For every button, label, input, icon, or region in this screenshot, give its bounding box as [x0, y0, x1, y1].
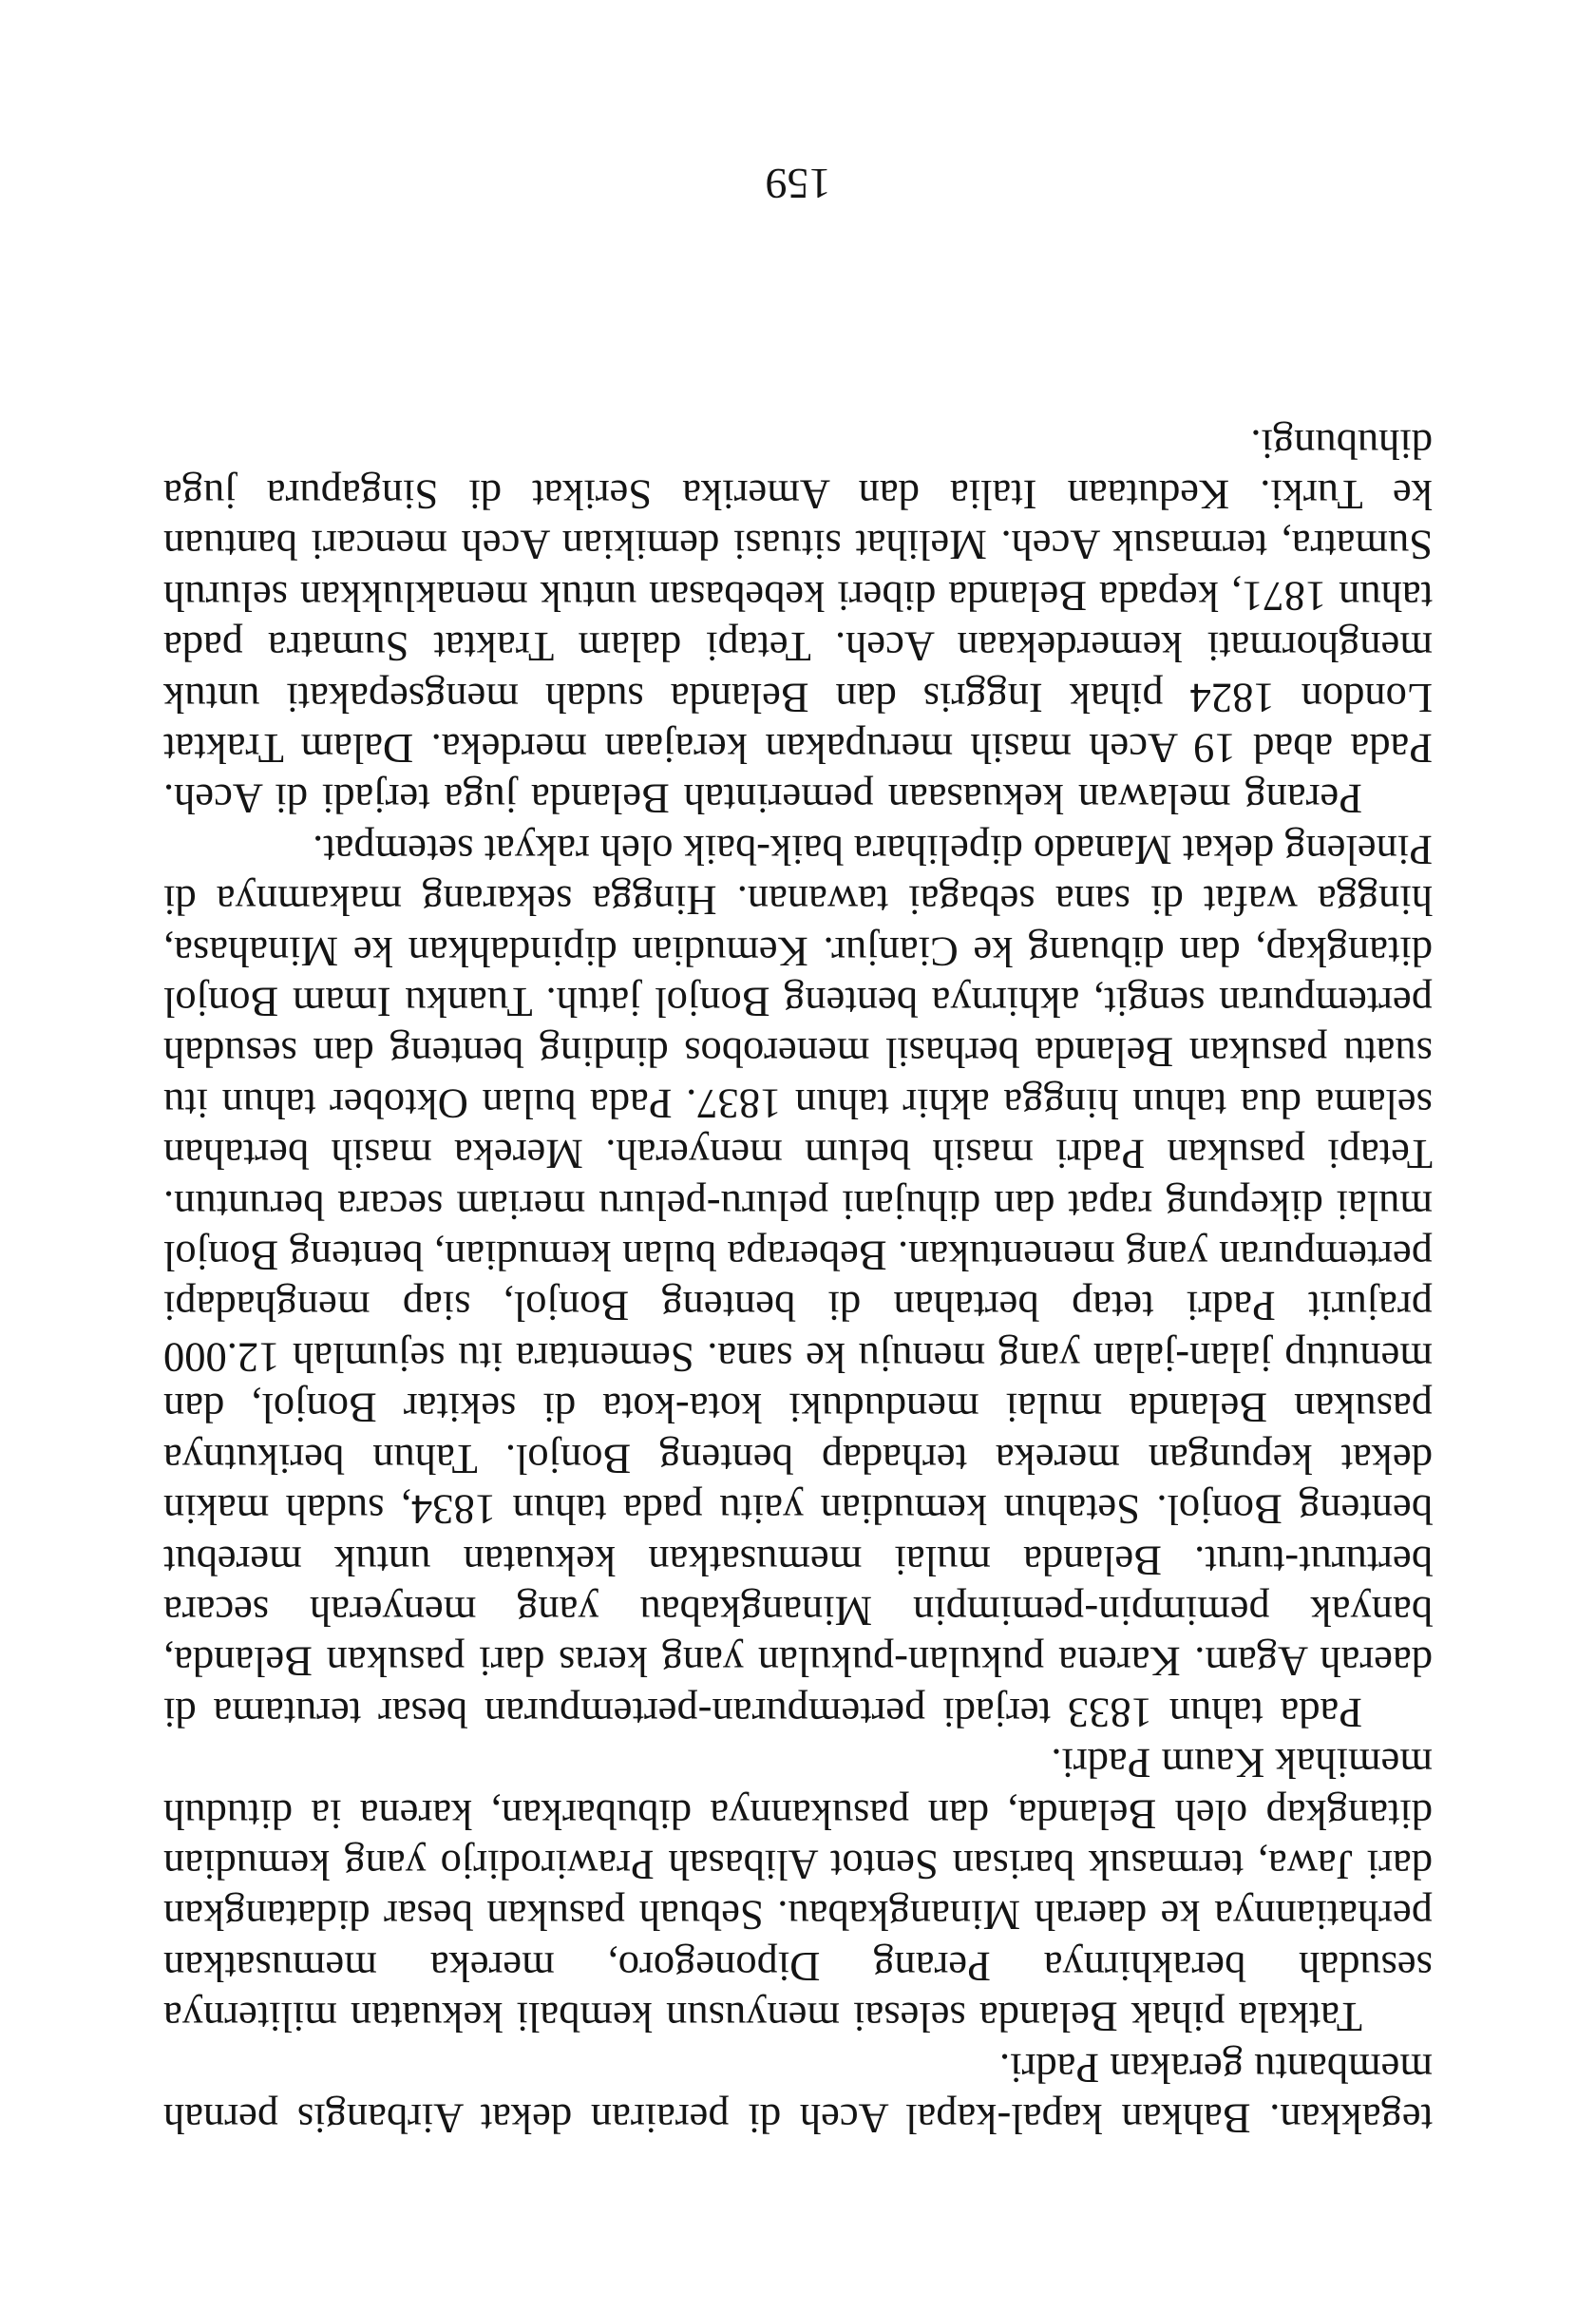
body-text — [163, 418, 1433, 2144]
paragraph-2: Tatkala pihak Belanda selesai menyusun kembali kekuatan militernya sesudah berakhirnya Perang Diponegoro, mereka memusatkan perhatiannya ke daerah Minangkabau. Sebuah pasukan besar didatangkan dari Jawa, termasuk barisan Sentot Alibasah Prawirodirjo yang kemudian ditangkap oleh Belanda, dan pasukannya dibubarkan, karena ia dituduh memihak Kaum Padri. — [163, 1740, 1433, 2042]
paragraph-3: Pada tahun 1833 terjadi pertempuran-pertempuran besar terutama di daerah Agam. Karena pukulan-pukulan yang keras dari pasukan Belanda, banyak pemimpin-pemimpin Minangkabau yang menyerah secara berturut-turut. Belanda mulai memusatkan kekuatan untuk merebut benteng Bonjol. Setahun kemudian yaitu pada tahun 1834, sudah makin dekat kepungan mereka terhadap benteng Bonjol. Tahun berikutnya pasukan Belanda mulai menduduki kota-kota di sekitar Bonjol, dan menutup jalan-jalan yang menuju ke sana. Sementara itu sejumlah 12.000 prajurit Padri tetap bertahan di benteng Bonjol, siap menghadapi pertempuran yang menentukan. Beberapa bulan kemudian, benteng Bonjol mulai dikepung rapat dan dihujani peluru-peluru meriam secara beruntun. Tetapi pasukan Padri masih belum menyerah. Mereka masih bertahan selama dua tahun hingga akhir tahun 1837. Pada bulan Oktober tahun itu suatu pasukan Belanda berhasil menerobos dinding benteng dan sesudah pertempuran sengit, akhirnya benteng Bonjol jatuh. Tuanku Imam Bonjol ditangkap, dan dibuang ke Cianjur. Kemudian dipindahkan ke Minahasa, hingga wafat di sana sebagai tawanan. Hingga sekarang makamnya di Pineleng dekat Manado dipelihara baik-baik oleh rakyat setempat. — [163, 826, 1433, 1737]
page-number: 159 — [765, 160, 831, 208]
paragraph-4: Perang melawan kekuasaan pemerintah Belanda juga terjadi di Aceh. Pada abad 19 Aceh masih merupakan kerajaan merdeka. Dalam Traktat London 1824 pihak Inggris dan Belanda sudah mengsepakati untuk menghormati kemerdekaan Aceh. Tetapi dalam Traktat Sumatra pada tahun 1871, kepada Belanda diberi kebebasan untuk menaklukkan seluruh Sumatra, termasuk Aceh. Melihat situasi demikian Aceh mencari bantuan ke Turki. Kedutaan Italia dan Amerika Serikat di Singapura juga dihubungi. — [163, 420, 1433, 824]
paragraph-1: tegakkan. Bahkan kapal-kapal Aceh di perairan dekat Airbangis pernah membantu gerakan Padri. — [163, 2044, 1433, 2143]
